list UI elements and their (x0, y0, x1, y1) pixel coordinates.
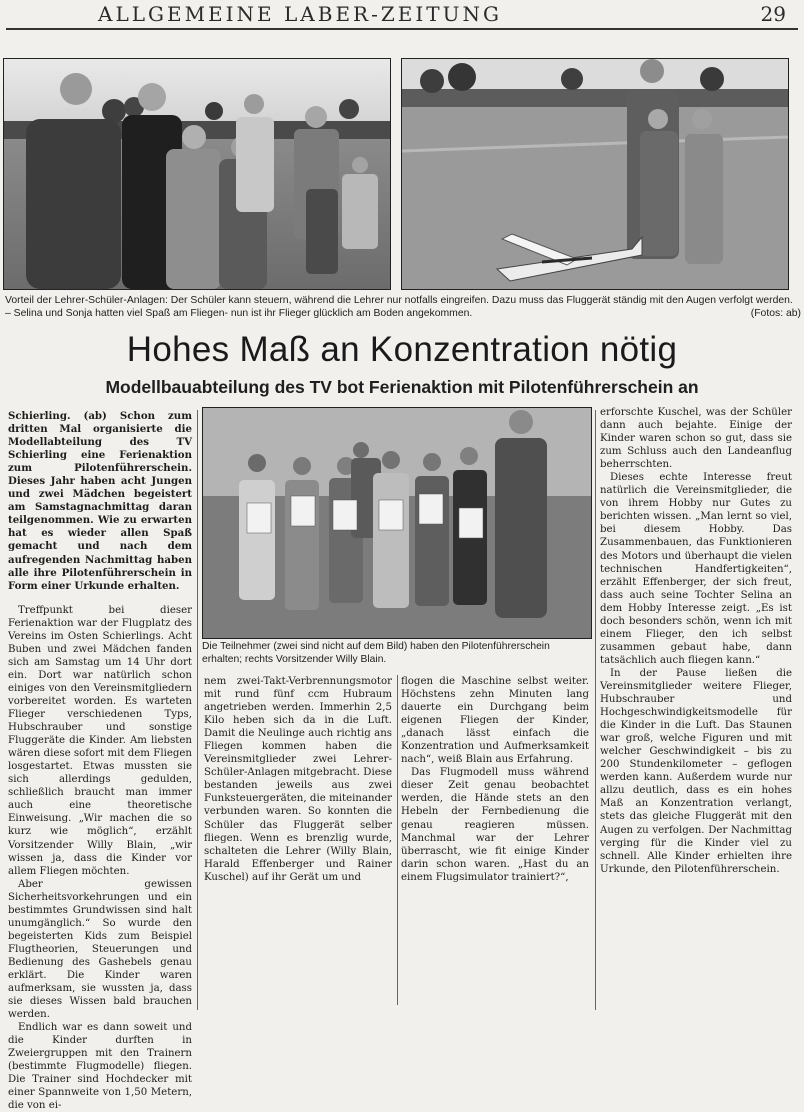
center-photo-image (203, 408, 591, 638)
paragraph: Das Flugmodell muss während dieser Zeit genau beobachtet werden, die Hände stets an den Hebeln der Fernbedienung die genau reagieren müssen. Manchmal war der Lehrer überrascht, wie fit einige Kinder darin schon waren. „Hast du an einem Flugsimulator trainiert?“, (401, 767, 589, 883)
photo-credit: (Fotos: ab) (750, 308, 801, 319)
column-divider (397, 675, 398, 1005)
top-right-photo (401, 58, 789, 290)
page-number: 29 (760, 2, 786, 26)
headline: Hohes Maß an Konzentration nötig (126, 330, 678, 369)
article-lead: Schierling. (ab) Schon zum dritten Mal organisierte die Modellabteilung des TV Schierling eine Ferienaktion zum Pilotenführerschein. Dieses Jahr haben acht Jungen und zwei Mädchen begeistert am Samstagnachmittag daran teilgenommen. Wie zu erwarten hat es wieder allen Spaß gemacht und nach dem aufregenden Nachmittag haben alle ihre Pilotenführerschein in Form einer Urkunde erhalten. (8, 410, 192, 592)
subheadline: Modellbauabteilung des TV bot Ferienaktion mit Pilotenführerschein an (105, 377, 699, 397)
center-photo (202, 407, 592, 639)
top-left-photo (3, 58, 391, 290)
paragraph: Treffpunkt bei dieser Ferienaktion war der Flugplatz des Vereins im Osten Schierlings. Acht Buben und zwei Mädchen fanden sich am Samstag um 14 Uhr dort ein. Dort war natürlich schon einiges von den Vereinsmitgliedern vorbereitet worden. Es warteten Flieger verschiedenen Typs, Hubschrauber und sonstige Fluggeräte die Kinder. Am liebsten wären diese sofort mit dem Fliegen losgestartet. Etwas mussten sie sich allerdings gedulden, schließlich braucht man immer auch eine theoretische Einweisung. „Wir machen die so kurz wie möglich“, erzählt Vorsitzender Willy Blain, „wir wissen ja, dass die Kinder vor allem Fliegen möchten. (8, 604, 192, 877)
top-photo-caption (5, 294, 801, 320)
masthead (0, 0, 804, 30)
top-left-photo-image (4, 59, 390, 289)
article-column-1 (8, 410, 192, 1112)
paragraph: erforschte Kuschel, was der Schüler dann auch bejahte. Einige der Kinder waren schon so gut, dass sie zum Schluss auch den Landeanflug beherrschten. (600, 407, 792, 471)
center-photo-caption: Die Teilnehmer (zwei sind nicht auf dem Bild) haben den Pilotenführerschein erhalten; rechts Vorsitzender Willy Blain. (202, 641, 550, 665)
newspaper-title: ALLGEMEINE LABER-ZEITUNG (98, 2, 502, 26)
column-divider (197, 410, 198, 1010)
paragraph: Aber gewissen Sicherheitsvorkehrungen und ein bestimmtes Grundwissen sind halt unumgänglich.“ So wurde den begeisterten Kids zum Beispiel Flugtheorien, Steuerungen und Bedienung des Gashebels genau erklärt. Die Kinder waren aufmerksam, sie wussten ja, dass sie dieses Wissen bald brauchen werden. (8, 878, 192, 1021)
article-column-2 (204, 675, 392, 884)
paragraph: Endlich war es dann soweit und die Kinder durften in Zweiergruppen mit den Trainern (bestimmte Flugmodelle) fliegen. Die Trainer sind Hochdecker mit einer Spannweite von 1,50 Metern, die von ei- (8, 1022, 192, 1112)
top-caption-text: Vorteil der Lehrer-Schüler-Anlagen: Der Schüler kann steuern, während die Lehrer nur notfalls eingreifen. Dazu muss das Fluggerät ständig mit den Augen verfolgt werden. – Selina und Sonja hatten viel Spaß am Fliegen- nun ist ihr Flieger glücklich am Boden angekommen. (5, 295, 793, 319)
paragraph: Dieses echte Interesse freut natürlich die Vereinsmitglieder, die von ihrem Hobby nur Gutes zu berichten wissen. „Man lernt so viel, bei diesem Hobby. Das Zusammenbauen, das Funktionieren des Motors und überhaupt die vielen technischen Handfertigkeiten“, erzählt Effenberger, der sich freut, dass auch seine Tochter Selina an dem Hobby Interesse zeigt. „Es ist doch besonders schön, wenn ich mit einem Flieger, den ich selbst zusammen gebaut habe, dann tatsächlich auch fliegen kann.“ (600, 472, 792, 666)
top-right-photo-image (402, 59, 788, 289)
masthead-rule (6, 28, 798, 30)
article-column-4 (600, 406, 792, 876)
paragraph: nem zwei-Takt-Verbrennungsmotor mit rund fünf ccm Hubraum angetrieben werden. Immerhin 2,5 Kilo heben sich da in die Luft. Damit die Neulinge auch richtig ans Fliegen kommen haben die Vereinsmitglieder zwei Lehrer-Schüler-Anlagen mitgebracht. Diese bestanden jeweils aus zwei Funksteuergeräten, die miteinander verbunden waren. So konnten die Schüler das Fluggerät selber fliegen. Wenn es brenzlig wurde, schalteten die Lehrer (Willy Blain, Harald Effenberger und Rainer Kuschel) auf ihr Gerät um und (204, 676, 392, 883)
paragraph: flogen die Maschine selbst weiter. Höchstens zehn Minuten lang dauerte ein Durchgang beim eigenen Fliegen der Kinder, „danach lässt einfach die Konzentration und Aufmerksamkeit nach“, weiß Blain aus Erfahrung. (401, 676, 589, 766)
article-column-3 (401, 675, 589, 884)
paragraph: In der Pause ließen die Vereinsmitglieder weitere Flieger, Hubschrauber und Hochgeschwindigkeitsmodelle für die Kinder in die Luft. Das Staunen war groß, welche Figuren und mit welcher Geschwindigkeit – bis zu 200 Stundenkilometer – geflogen werden kann. Außerdem wurde nur allzu deutlich, dass es ein hohes Maß an Konzentration verlangt, stets das gleiche Fluggerät mit den Augen zu verfolgen. Der Nachmittag verging für die Kinder viel zu schnell. Alle Kinder erhielten ihre Urkunde, den Pilotenführerschein. (600, 667, 792, 875)
column-divider (595, 410, 596, 1010)
